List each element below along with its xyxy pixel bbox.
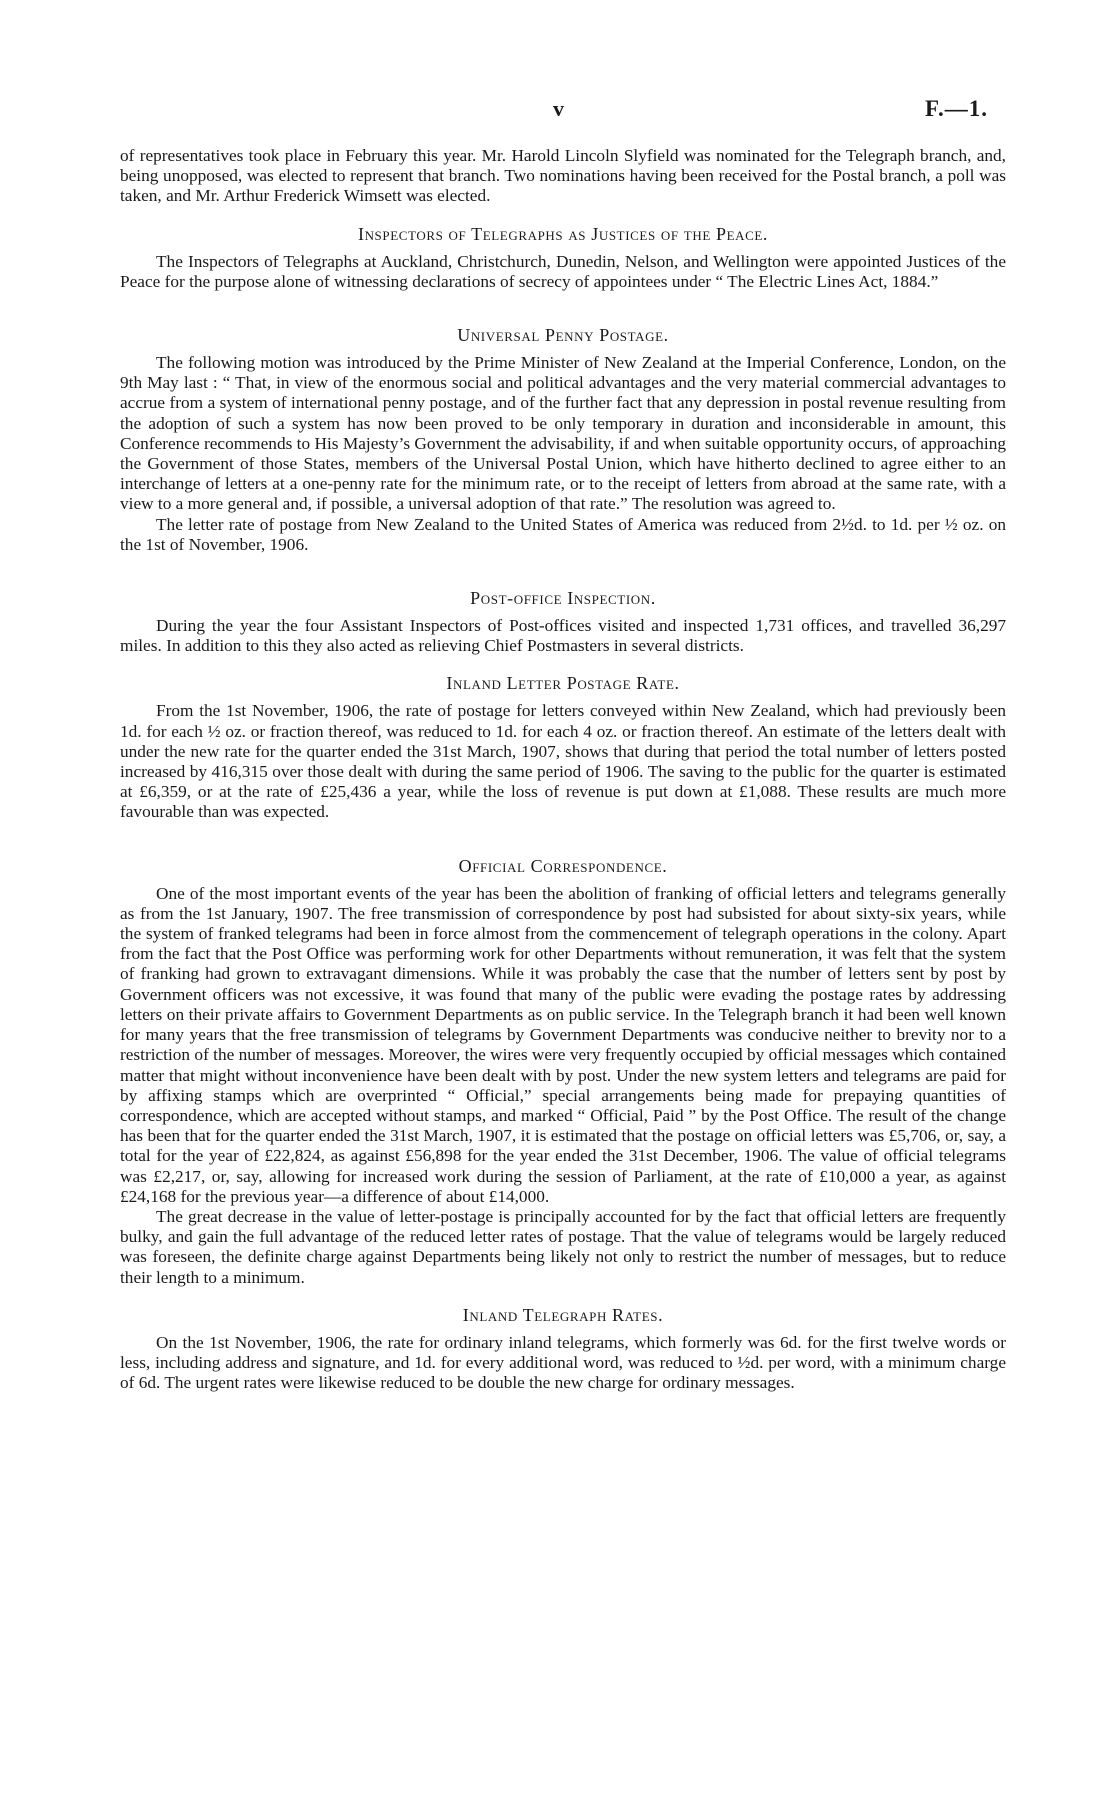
- paragraph: The letter rate of postage from New Zealand to the United States of America was reduced from 2½d. to 1d. per ½ oz. on the 1st of November, 1906.: [120, 514, 1006, 554]
- section-title-inspection: Post-office Inspection.: [470, 588, 656, 609]
- paragraph: One of the most important events of the year has been the abolition of franking of official letters and telegrams generally as from the 1st January, 1907. The free transmission of correspondence by post had subsisted for about sixty-six years, while the system of franked telegrams had been in force almost from the commencement of telegraph operations in the colony. Apart from the fact that the Post Office was performing work for other Departments without remuneration, it was felt that the system of franking had grown to extravagant dimensions. While it was probably the case that the number of letters sent by post by Government officers was not excessive, it was found that many of the public were evading the postage rates by addressing letters on their private affairs to Government Departments as on public service. In the Telegraph branch it had been well known for many years that the free transmission of telegrams by Government Departments was conducive neither to brevity nor to a restriction of the number of messages. Moreover, the wires were very frequently occupied by official messages which contained matter that might without inconvenience have been dealt with by post. Under the new system letters and telegrams are paid for by affixing stamps which are overprinted “ Official,” special arrangements being made for prepaying quantities of correspondence, which are accepted without stamps, and marked “ Official, Paid ” by the Post Office. The result of the change has been that for the quarter ended the 31st March, 1907, it is estimated that the postage on official letters was £5,706, or, say, a total for the year of £22,824, as against £56,898 for the year ended the 31st December, 1906. The value of official telegrams was £2,217, or, say, allowing for increased work during the session of Parliament, at the rate of £10,000 a year, as against £24,168 for the previous year—a difference of about £14,000.: [120, 883, 1006, 1206]
- section-title-penny-postage: Universal Penny Postage.: [457, 325, 669, 346]
- section-title-inspectors: Inspectors of Telegraphs as Justices of the Peace.: [357, 223, 769, 244]
- page-number: v: [553, 96, 564, 121]
- section-title-inland-letter: Inland Letter Postage Rate.: [446, 673, 680, 694]
- paragraph: The Inspectors of Telegraphs at Auckland, Christchurch, Dunedin, Nelson, and Wellington were appointed Justices of the Peace for the purpose alone of witnessing declarations of secrecy of appointees under “ The Electric Lines Act, 1884.”: [120, 251, 1006, 291]
- paragraph: On the 1st November, 1906, the rate for ordinary inland telegrams, which formerly was 6d. for the first twelve words or less, including address and signature, and 1d. for every additional word, was reduced to ½d. per word, with a minimum charge of 6d. The urgent rates were likewise reduced to be double the new charge for ordinary messages.: [120, 1332, 1006, 1393]
- paragraph: During the year the four Assistant Inspectors of Post-offices visited and inspected 1,731 offices, and travelled 36,297 miles. In addition to this they also acted as relieving Chief Postmasters in several districts.: [120, 616, 1006, 656]
- section-title-telegraph-rates: Inland Telegraph Rates.: [462, 1304, 664, 1325]
- page-header: [0, 96, 1114, 126]
- section-title-official: Official Correspondence.: [458, 855, 668, 876]
- paragraph: The following motion was introduced by the Prime Minister of New Zealand at the Imperial Conference, London, on the 9th May last : “ That, in view of the enormous social and political advantages and the very material commercial advantages to accrue from a system of international penny postage, and of the further fact that any depression in postal revenue resulting from the adoption of such a system has now been proved to be only temporary in duration and inconsiderable in amount, this Conference recommends to His Majesty’s Government the advisability, if and when suitable opportunity occurs, of approaching the Government of those States, members of the Universal Postal Union, which have hitherto declined to agree either to an interchange of letters at a one-penny rate for the minimum rate, or to the receipt of letters from abroad at the same rate, with a view to a more general and, if possible, a universal adoption of that rate.” The resolution was agreed to.: [120, 353, 1006, 514]
- document-reference: F.—1.: [925, 96, 988, 121]
- paragraph: The great decrease in the value of letter-postage is principally accounted for by the fact that official letters are frequently bulky, and gain the full advantage of the reduced letter rates of postage. That the value of telegrams would be largely reduced was foreseen, the definite charge against Departments being likely not only to restrict the number of messages, but to reduce their length to a minimum.: [120, 1206, 1006, 1287]
- intro-paragraph: of representatives took place in February this year. Mr. Harold Lincoln Slyfield was nominated for the Telegraph branch, and, being unopposed, was elected to represent that branch. Two nominations having been received for the Postal branch, a poll was taken, and Mr. Arthur Frederick Wimsett was elected.: [120, 146, 1006, 206]
- page-body: [120, 146, 1006, 1393]
- paragraph: From the 1st November, 1906, the rate of postage for letters conveyed within New Zealand, which had previously been 1d. for each ½ oz. or fraction thereof, was reduced to 1d. for each 4 oz. or fraction thereof. An estimate of the letters dealt with under the new rate for the quarter ended the 31st March, 1907, shows that during that period the total number of letters posted increased by 416,315 over those dealt with during the same period of 1906. The saving to the public for the quarter is estimated at £6,359, or at the rate of £25,436 a year, while the loss of revenue is put down at £1,088. These results are much more favourable than was expected.: [120, 701, 1006, 822]
